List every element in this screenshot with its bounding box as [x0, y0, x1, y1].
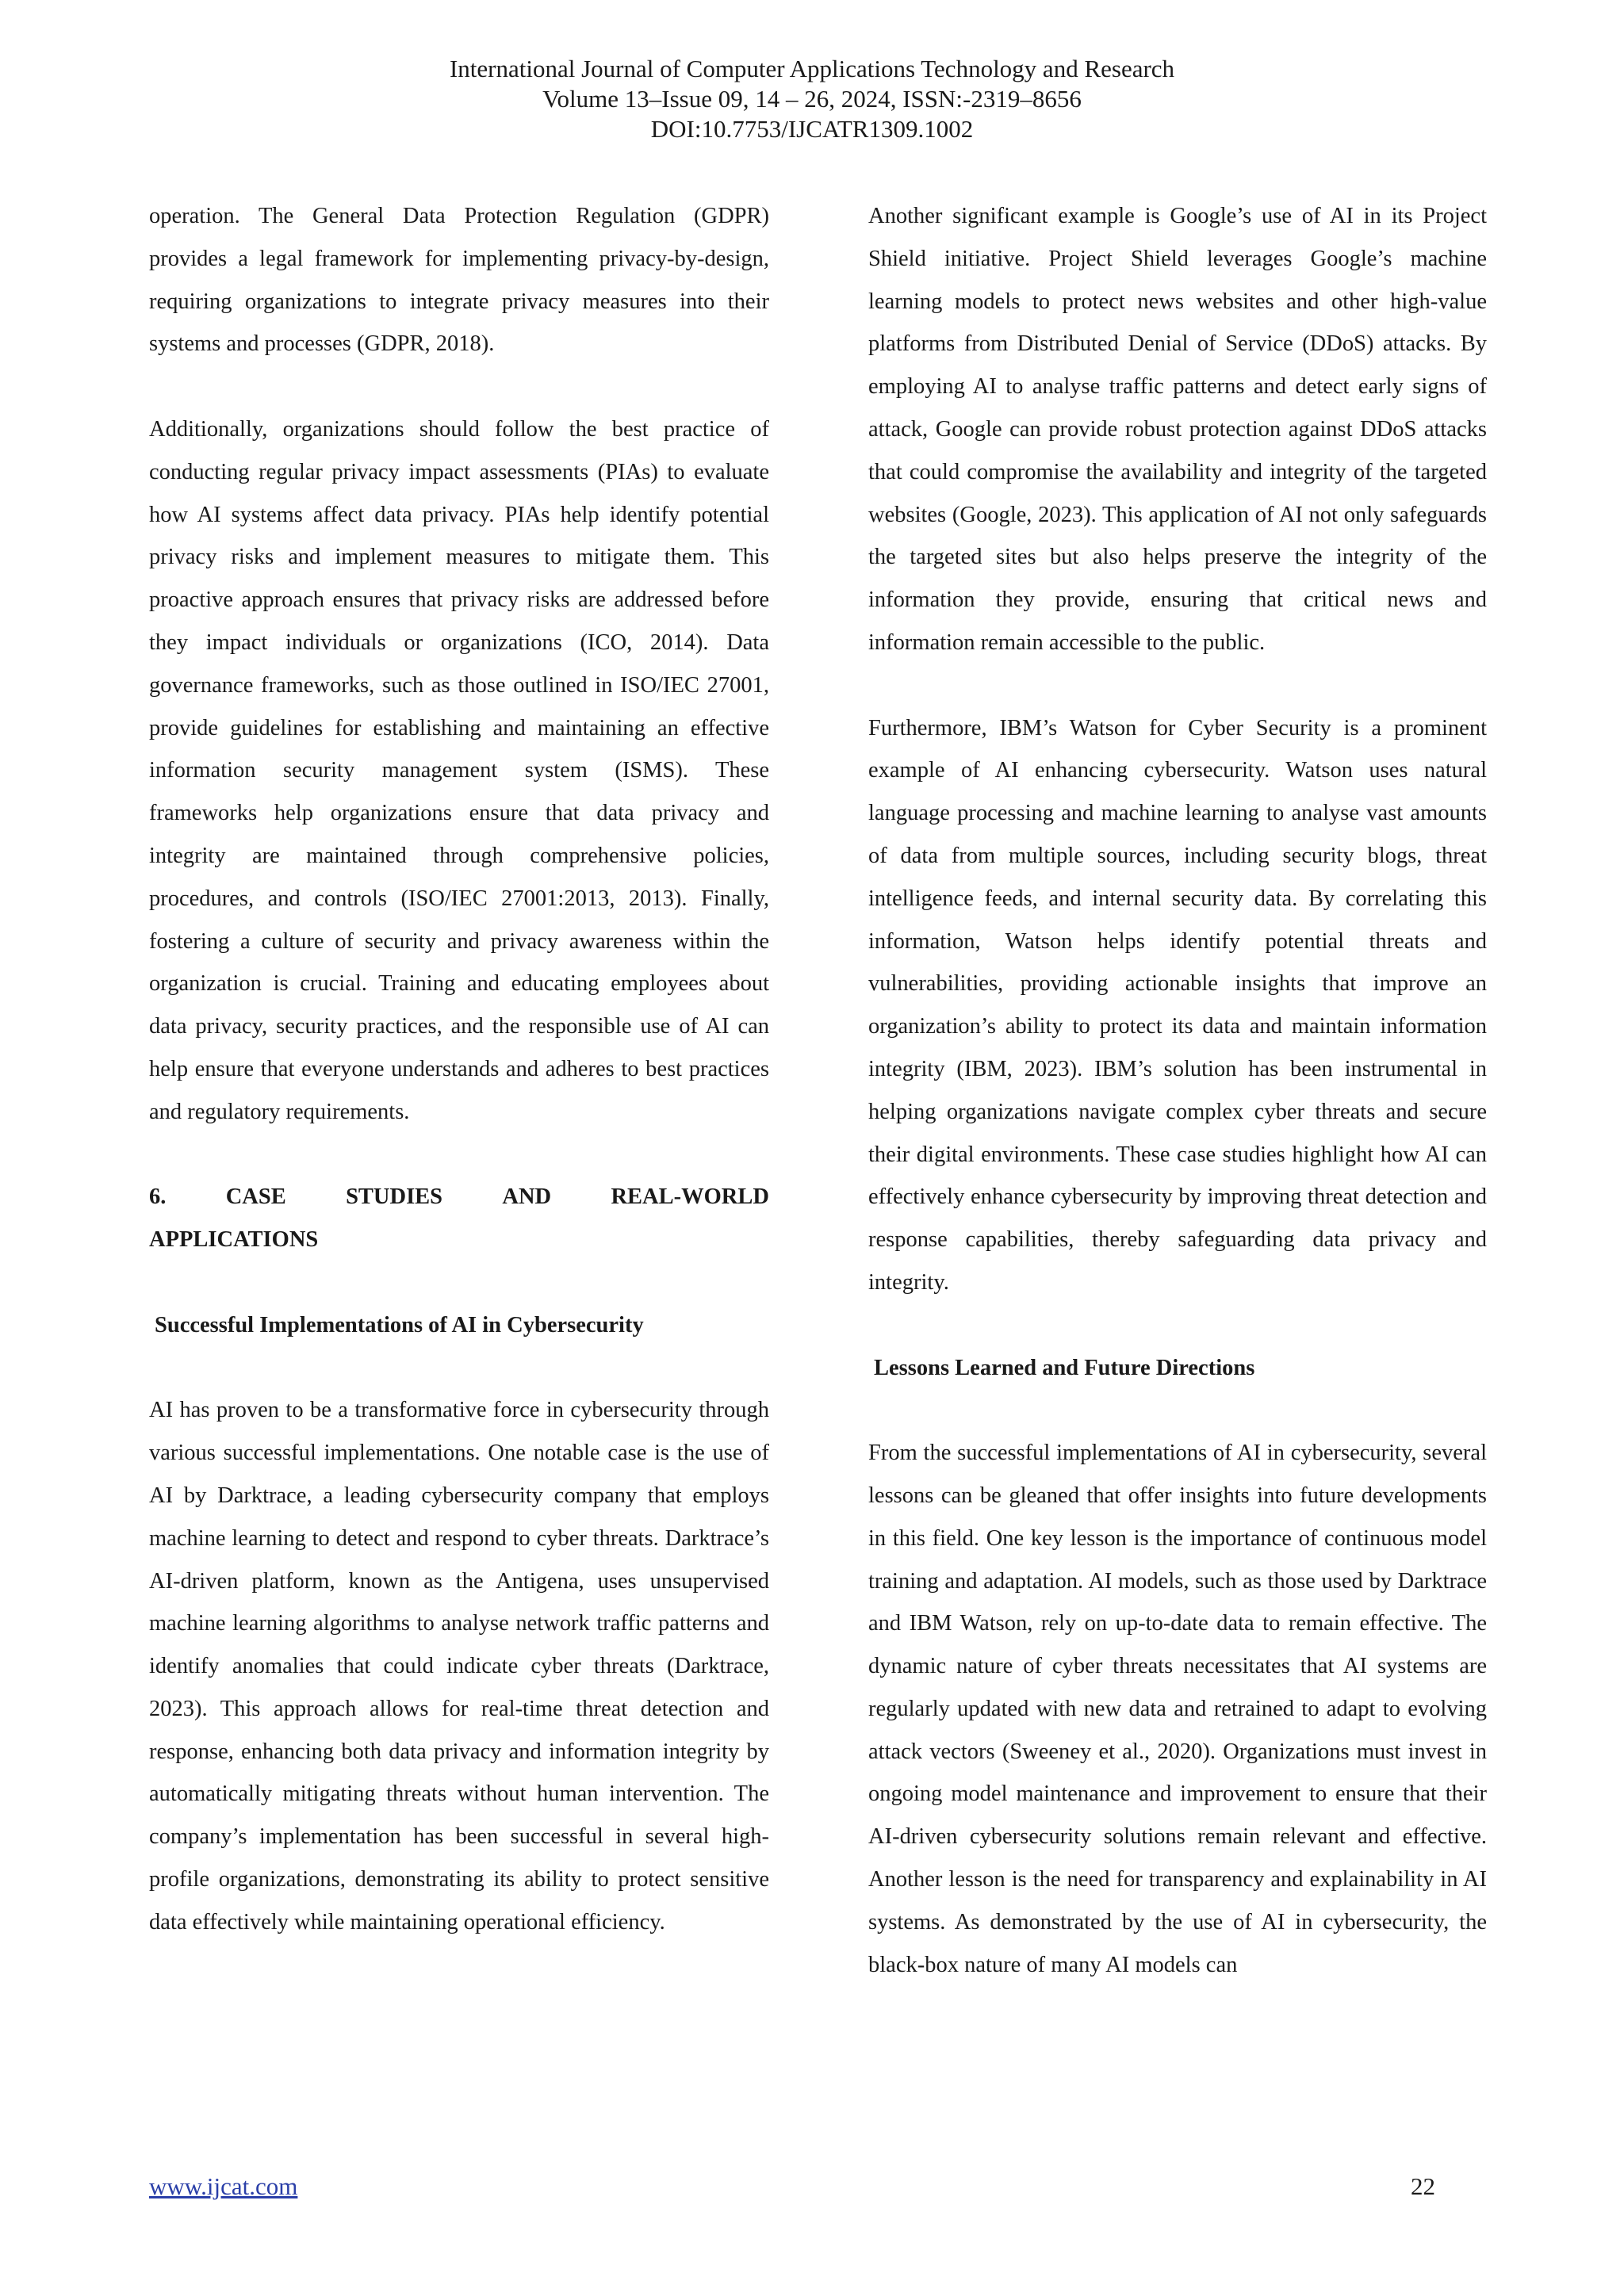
paragraph: Additionally, organizations should follow the best practice of conducting regular privacy impact assessments (PIAs) to evaluate how AI systems affect data privacy. PIAs help identify potential privacy risks and implement measures to mitigate them. This proactive approach ensures that privacy risks are addressed before they impact individuals or organizations (ICO, 2014). Data governance frameworks, such as those outlined in ISO/IEC 27001, provide guidelines for establishing and maintaining an effective information security management system (ISMS). These frameworks help organizations ensure that data privacy and integrity are maintained through comprehensive policies, procedures, and controls (ISO/IEC 27001:2013, 2013). Finally, fostering a culture of security and privacy awareness within the organization is crucial. Training and educating employees about data privacy, security practices, and the responsible use of AI can help ensure that everyone understands and adheres to best practices and regulatory requirements.: [149, 416, 769, 1124]
doi: DOI:10.7753/IJCATR1309.1002: [650, 115, 974, 143]
section-word: REAL-WORLD: [611, 1184, 769, 1210]
section-word: AND: [502, 1184, 552, 1210]
section-word: CASE: [225, 1184, 286, 1210]
subsection-heading: Lessons Learned and Future Directions: [874, 1355, 1255, 1380]
paragraph: AI has proven to be a transformative force in cybersecurity through various successful implementations. One notable case is the use of AI by Darktrace, a leading cybersecurity company that employs machine learning to detect and respond to cyber threats. Darktrace’s AI-driven platform, known as the Antigena, uses unsupervised machine learning algorithms to analyse network traffic patterns and identify anomalies that could indicate cyber threats (Darktrace, 2023). This approach allows for real-time threat detection and response, enhancing both data privacy and information integrity by automatically mitigating threats without human intervention. The company’s implementation has been successful in several high-profile organizations, demonstrating its ability to protect sensitive data effectively while maintaining operational efficiency.: [149, 1398, 769, 1934]
paragraph: operation. The General Data Protection Regulation (GDPR) provides a legal framework for implementing privacy-by-design, requiring organizations to integrate privacy measures into their systems and processes (GDPR, 2018).: [149, 204, 769, 357]
left-column: [149, 195, 769, 1944]
paragraph: From the successful implementations of AI in cybersecurity, several lessons can be gleaned that offer insights into future developments in this field. One key lesson is the importance of continuous model training and adaptation. AI models, such as those used by Darktrace and IBM Watson, rely on up-to-date data to remain effective. The dynamic nature of cyber threats necessitates that AI systems are regularly updated with new data and retrained to adapt to evolving attack vectors (Sweeney et al., 2020). Organizations must invest in ongoing model maintenance and improvement to ensure that their AI-driven cybersecurity solutions remain relevant and effective. Another lesson is the need for transparency and explainability in AI systems. As demonstrated by the use of AI in cybersecurity, the black-box nature of many AI models can: [868, 1441, 1487, 1977]
website-link[interactable]: www.ijcat.com: [149, 2172, 298, 2200]
section-number: 6.: [149, 1184, 167, 1210]
section-heading-line2: APPLICATIONS: [149, 1227, 319, 1253]
section-heading: [149, 1176, 769, 1261]
subsection-heading: Successful Implementations of AI in Cybersecurity: [155, 1312, 644, 1337]
right-column: [868, 195, 1487, 1986]
section-word: STUDIES: [346, 1184, 443, 1210]
paragraph: Furthermore, IBM’s Watson for Cyber Security is a prominent example of AI enhancing cybersecurity. Watson uses natural language processing and machine learning to analyse vast amounts of data from multiple sources, including security blogs, threat intelligence feeds, and internal security data. By correlating this information, Watson helps identify potential threats and vulnerabilities, providing actionable insights that improve an organization’s ability to protect its data and maintain information integrity (IBM, 2023). IBM’s solution has been instrumental in helping organizations navigate complex cyber threats and secure their digital environments. These case studies highlight how AI can effectively enhance cybersecurity by improving threat detection and response capabilities, thereby safeguarding data privacy and integrity.: [868, 715, 1487, 1295]
paragraph: Another significant example is Google’s use of AI in its Project Shield initiative. Project Shield leverages Google’s machine learning models to protect news websites and other high-value platforms from Distributed Denial of Service (DDoS) attacks. By employing AI to analyse traffic patterns and detect early signs of attack, Google can provide robust protection against DDoS attacks that could compromise the availability and integrity of the targeted websites (Google, 2023). This application of AI not only safeguards the targeted sites but also helps preserve the integrity of the information they provide, ensuring that critical news and information remain accessible to the public.: [868, 204, 1487, 655]
page-number: 22: [1411, 2172, 1435, 2200]
running-header: [0, 54, 1624, 144]
journal-title: International Journal of Computer Applications Technology and Research: [449, 55, 1175, 82]
volume-info: Volume 13–Issue 09, 14 – 26, 2024, ISSN:-2319–8656: [542, 85, 1082, 113]
